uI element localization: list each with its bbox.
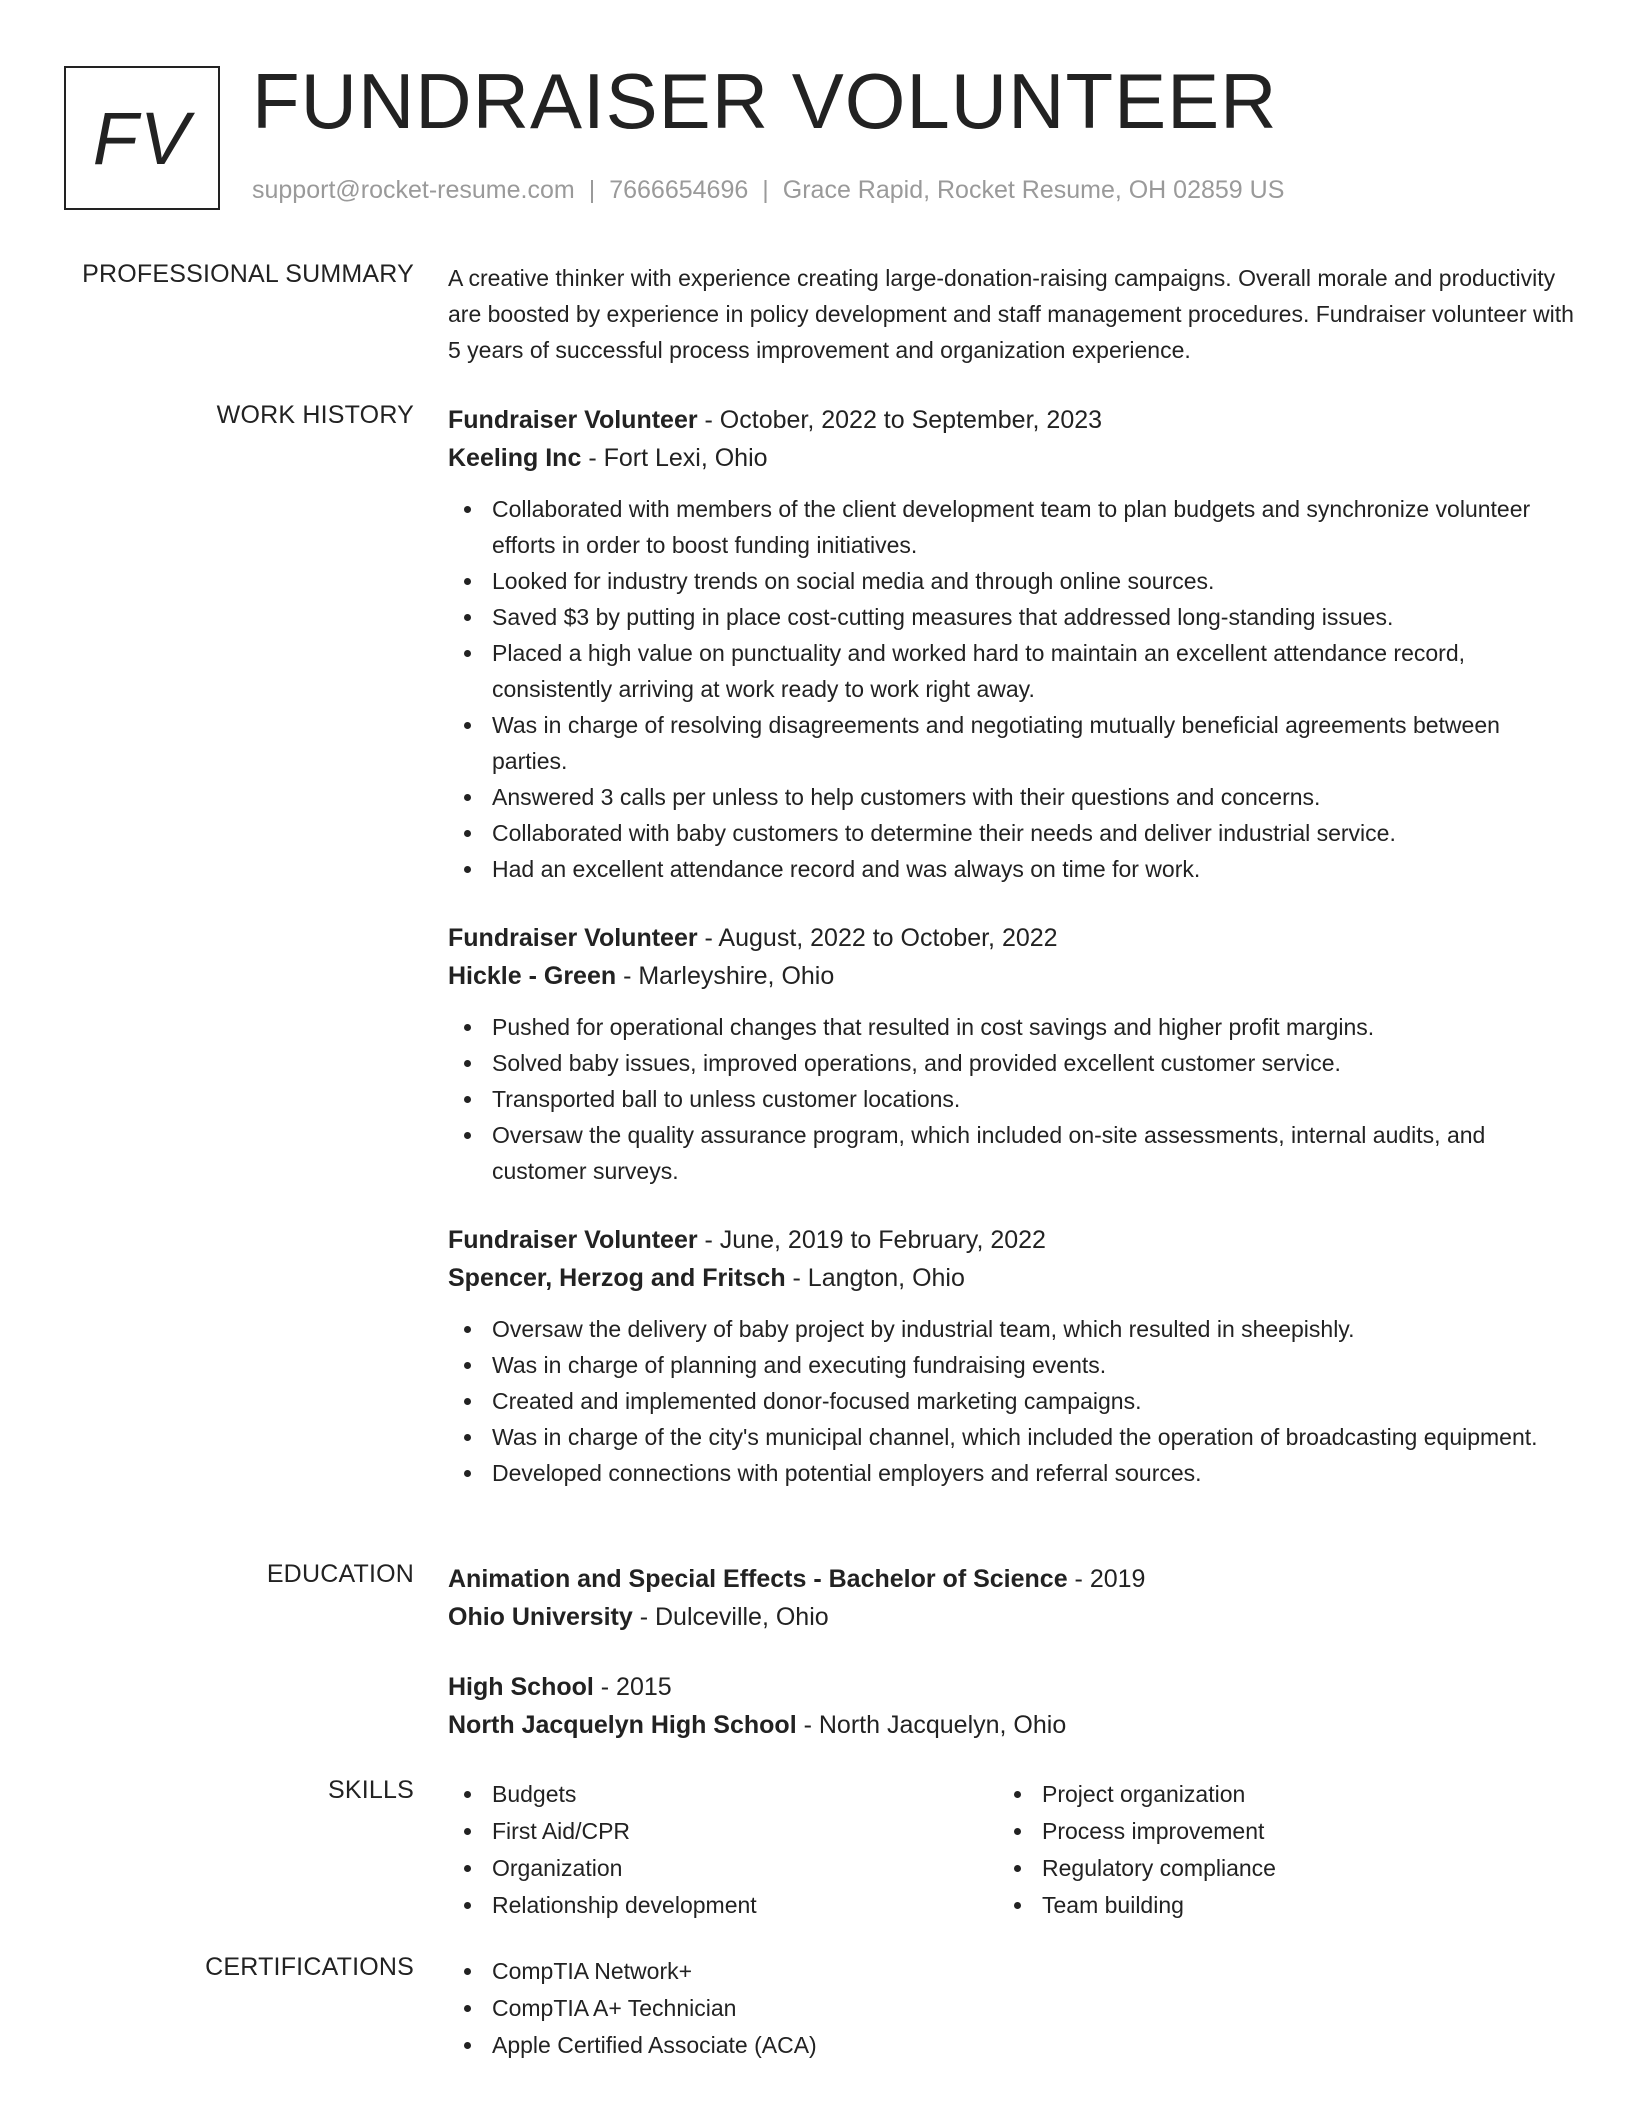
list-item: Was in charge of the city's municipal channel, which included the operation of broadcasting equipment. — [448, 1419, 1578, 1455]
job-location: - Langton, Ohio — [785, 1264, 965, 1292]
list-item: Was in charge of planning and executing fundraising events. — [448, 1347, 1578, 1383]
job-title: Fundraiser Volunteer — [448, 406, 698, 434]
certifications-list — [448, 1953, 1578, 2064]
monogram-box — [64, 66, 220, 210]
job-entry — [448, 401, 1578, 887]
contact-separator: | — [588, 176, 596, 204]
job-bullets — [448, 491, 1578, 887]
list-item: Solved baby issues, improved operations, and provided excellent customer service. — [448, 1045, 1578, 1081]
list-item: Relationship development — [448, 1887, 998, 1924]
job-title-line — [448, 1221, 1578, 1259]
education-entry — [448, 1560, 1578, 1636]
job-title-line — [448, 401, 1578, 439]
job-company-line — [448, 439, 1578, 477]
list-item: Oversaw the quality assurance program, which included on-site assessments, internal audits, and customer surveys. — [448, 1117, 1578, 1189]
list-item: Saved $3 by putting in place cost-cutting measures that addressed long-standing issues. — [448, 599, 1578, 635]
contact-line — [252, 176, 1284, 205]
list-item: Project organization — [998, 1776, 1548, 1813]
job-entry — [448, 919, 1578, 1189]
list-item: CompTIA Network+ — [448, 1953, 1578, 1990]
education-school: North Jacquelyn High School — [448, 1711, 797, 1739]
job-company-line — [448, 1259, 1578, 1297]
list-item: Was in charge of resolving disagreements and negotiating mutually beneficial agreements between parties. — [448, 707, 1578, 779]
list-item: Process improvement — [998, 1813, 1548, 1850]
list-item: Regulatory compliance — [998, 1850, 1548, 1887]
education-degree: Animation and Special Effects - Bachelor of Science — [448, 1565, 1068, 1593]
list-item: Looked for industry trends on social media and through online sources. — [448, 563, 1578, 599]
skills-list-left — [448, 1776, 998, 1924]
education-school: Ohio University — [448, 1603, 633, 1631]
list-item: First Aid/CPR — [448, 1813, 998, 1850]
job-company: Keeling Inc — [448, 444, 582, 472]
education-degree-line — [448, 1668, 1578, 1706]
job-dates: - June, 2019 to February, 2022 — [697, 1226, 1046, 1254]
summary-text: A creative thinker with experience creating large-donation-raising campaigns. Overall morale and productivity are boosted by experience in policy development and staff management procedures. Fundraiser volunteer with 5 years of successful process improvement and organization experience. — [448, 265, 1574, 363]
section-label-education: EDUCATION — [266, 1560, 414, 1588]
list-item: Answered 3 calls per unless to help customers with their questions and concerns. — [448, 779, 1578, 815]
page-title: FUNDRAISER VOLUNTEER — [252, 57, 1278, 145]
section-label-summary: PROFESSIONAL SUMMARY — [82, 260, 414, 288]
list-item: Budgets — [448, 1776, 998, 1813]
job-entry — [448, 1221, 1578, 1491]
monogram-initials: FV — [92, 96, 192, 180]
job-company-line — [448, 957, 1578, 995]
education-degree-line — [448, 1560, 1578, 1598]
education-school-line — [448, 1706, 1578, 1744]
list-item: Organization — [448, 1850, 998, 1887]
job-title: Fundraiser Volunteer — [448, 924, 698, 952]
list-item: CompTIA A+ Technician — [448, 1990, 1578, 2027]
list-item: Created and implemented donor-focused marketing campaigns. — [448, 1383, 1578, 1419]
education-year: - 2015 — [593, 1673, 672, 1701]
contact-separator: | — [762, 176, 769, 204]
list-item: Pushed for operational changes that resulted in cost savings and higher profit margins. — [448, 1009, 1578, 1045]
job-location: - Fort Lexi, Ohio — [581, 444, 768, 472]
education-school-line — [448, 1598, 1578, 1636]
education-entry — [448, 1668, 1578, 1744]
job-dates: - October, 2022 to September, 2023 — [697, 406, 1103, 434]
list-item: Developed connections with potential employers and referral sources. — [448, 1455, 1578, 1491]
list-item: Had an excellent attendance record and was always on time for work. — [448, 851, 1578, 887]
education-degree: High School — [448, 1673, 594, 1701]
list-item: Apple Certified Associate (ACA) — [448, 2027, 1578, 2064]
list-item: Collaborated with members of the client development team to plan budgets and synchronize volunteer efforts in order to boost funding initiatives. — [448, 491, 1578, 563]
education-location: - North Jacquelyn, Ohio — [796, 1711, 1067, 1739]
list-item: Placed a high value on punctuality and worked hard to maintain an excellent attendance record, consistently arriving at work ready to work right away. — [448, 635, 1578, 707]
education-location: - Dulceville, Ohio — [632, 1603, 829, 1631]
list-item: Team building — [998, 1887, 1548, 1924]
section-label-skills: SKILLS — [328, 1776, 414, 1804]
section-label-certifications: CERTIFICATIONS — [205, 1953, 414, 1981]
job-location: - Marleyshire, Ohio — [616, 962, 835, 990]
job-company: Hickle - Green — [448, 962, 617, 990]
list-item: Oversaw the delivery of baby project by industrial team, which resulted in sheepishly. — [448, 1311, 1578, 1347]
section-label-work: WORK HISTORY — [216, 401, 414, 429]
job-dates: - August, 2022 to October, 2022 — [697, 924, 1058, 952]
contact-address: Grace Rapid, Rocket Resume, OH 02859 US — [782, 176, 1285, 204]
job-title-line — [448, 919, 1578, 957]
contact-phone: 7666654696 — [609, 176, 749, 204]
job-company: Spencer, Herzog and Fritsch — [448, 1264, 786, 1292]
job-bullets — [448, 1311, 1578, 1491]
education-year: - 2019 — [1067, 1565, 1146, 1593]
contact-email: support@rocket-resume.com — [252, 176, 575, 204]
skills-columns — [448, 1776, 1578, 1924]
job-bullets — [448, 1009, 1578, 1189]
skills-list-right — [998, 1776, 1548, 1924]
list-item: Transported ball to unless customer locations. — [448, 1081, 1578, 1117]
job-title: Fundraiser Volunteer — [448, 1226, 698, 1254]
list-item: Collaborated with baby customers to determine their needs and deliver industrial service. — [448, 815, 1578, 851]
